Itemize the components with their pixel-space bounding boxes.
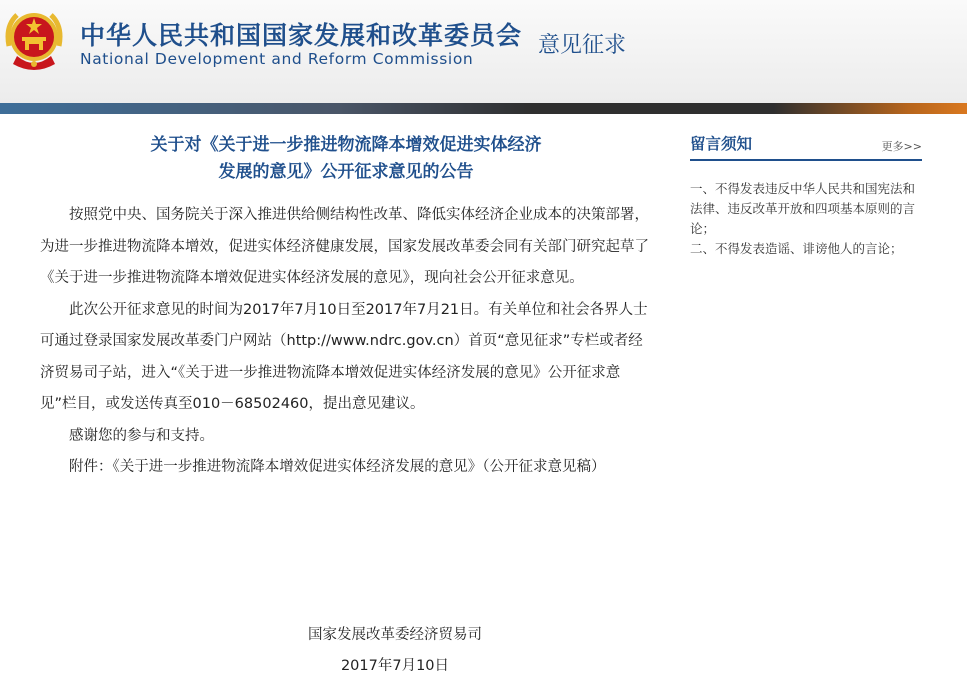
header-accent-bar <box>0 103 967 114</box>
more-link[interactable]: 更多>> <box>881 140 922 153</box>
org-name-en: National Development and Reform Commission <box>80 50 474 68</box>
article-title-line1: 关于对《关于进一步推进物流降本增效促进实体经济 <box>150 135 542 155</box>
article-paragraph: 此次公开征求意见的时间为2017年7月10日至2017年7月21日。有关单位和社会各界人士可通过登录国家发展改革委门户网站（http://www.ndrc.gov.cn）首页“意见征求”专栏或者经济贸易司子站，进入“《关于进一步推进物流降本增效促进实体经济发展的意见》公开征求意见”栏目，或发送传真至010－68502460，提出意见建议。 <box>40 301 648 412</box>
article-paragraph: 按照党中央、国务院关于深入推进供给侧结构性改革、降低实体经济企业成本的决策部署，为进一步推进物流降本增效，促进实体经济健康发展，国家发展改革委会同有关部门研究起草了《关于进一步推进物流降本增效促进实体经济发展的意见》，现向社会公开征求意见。 <box>40 207 649 286</box>
site-header <box>0 0 967 103</box>
article-attachment <box>40 452 652 484</box>
sidebar-rule: 二、不得发表造谣、诽谤他人的言论； <box>690 241 903 256</box>
sidebar-rules <box>690 179 922 259</box>
org-name-cn: 中华人民共和国国家发展和改革委员会 <box>80 21 523 50</box>
section-title: 意见征求 <box>538 33 627 58</box>
article-body <box>40 200 652 484</box>
sidebar <box>690 132 922 259</box>
article-title <box>40 132 652 186</box>
signature <box>270 620 520 682</box>
sidebar-header <box>690 132 922 161</box>
sidebar-title: 留言须知 <box>690 135 753 153</box>
national-emblem-icon <box>3 6 65 72</box>
signature-org: 国家发展改革委经济贸易司 <box>308 627 482 643</box>
attachment-label: 附件： <box>69 459 113 475</box>
article-paragraph: 感谢您的参与和支持。 <box>69 427 214 444</box>
signature-date: 2017年7月10日 <box>340 658 450 674</box>
attachment-link[interactable]: 《关于进一步推进物流降本增效促进实体经济发展的意见》（公开征求意见稿） <box>112 459 606 475</box>
article-title-line2: 发展的意见》公开征求意见的公告 <box>218 162 474 182</box>
sidebar-rule: 一、不得发表违反中华人民共和国宪法和法律、违反改革开放和四项基本原则的言论； <box>690 181 916 236</box>
article <box>40 132 652 484</box>
